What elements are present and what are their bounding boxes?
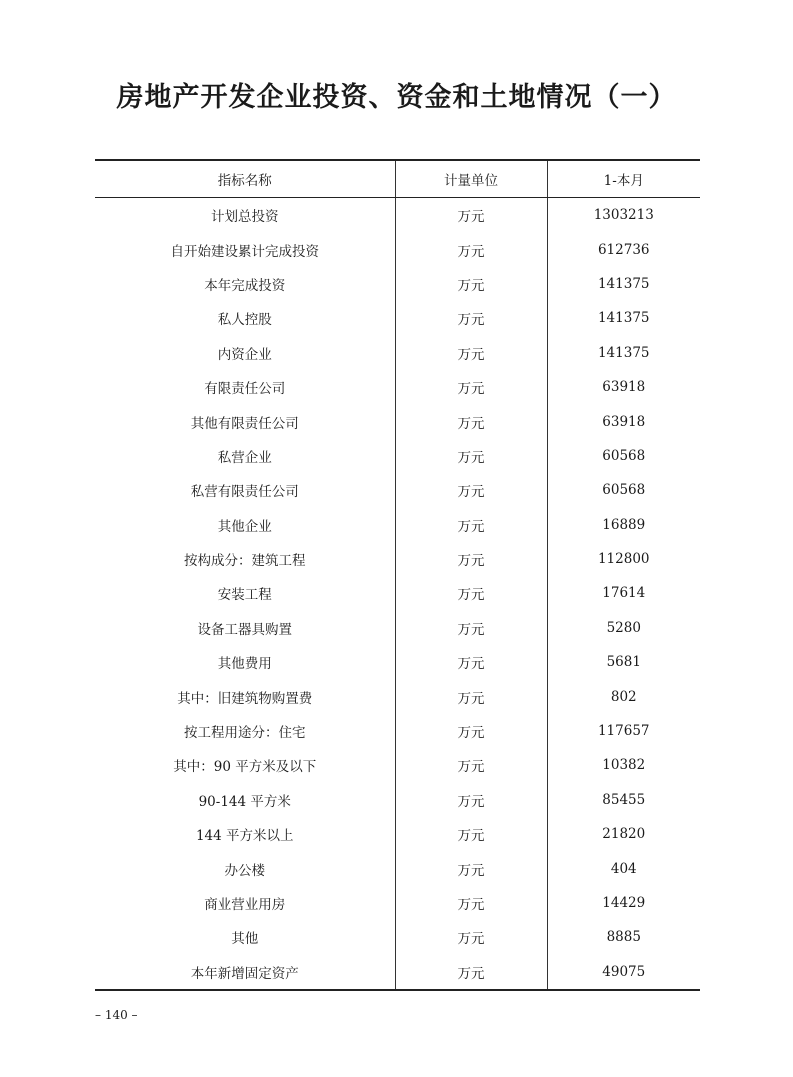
value-cell: 141375 [547, 301, 700, 335]
unit-cell: 万元 [395, 851, 547, 885]
table-row [95, 611, 700, 645]
indicator-name-cell: 计划总投资 [211, 209, 279, 226]
unit-cell: 万元 [395, 301, 547, 335]
value-cell: 60568 [547, 439, 700, 473]
unit-cell: 万元 [395, 748, 547, 782]
value-cell: 60568 [547, 473, 700, 507]
indicator-name-cell: 按构成分：建筑工程 [184, 553, 306, 570]
unit-cell: 万元 [395, 817, 547, 851]
indicator-name-cell: 私人控股 [217, 312, 272, 329]
table-row [95, 817, 700, 851]
indicator-name-cell: 安装工程 [217, 587, 272, 604]
unit-cell: 万元 [395, 404, 547, 438]
unit-cell: 万元 [395, 336, 547, 370]
table-row [95, 576, 700, 610]
unit-cell: 万元 [395, 232, 547, 266]
table-header-row [95, 160, 700, 198]
table-row [95, 886, 700, 920]
table-row [95, 439, 700, 473]
value-cell: 21820 [547, 817, 700, 851]
unit-cell: 万元 [395, 198, 547, 233]
value-cell: 63918 [547, 404, 700, 438]
indicator-name-cell: 内资企业 [217, 346, 272, 363]
value-cell: 404 [547, 851, 700, 885]
indicator-name-cell: 设备工器具购置 [197, 621, 292, 638]
table-row [95, 404, 700, 438]
value-cell: 1303213 [547, 198, 700, 233]
unit-cell: 万元 [395, 508, 547, 542]
table-row [95, 336, 700, 370]
indicator-name-cell: 其他有限责任公司 [190, 415, 299, 432]
unit-cell: 万元 [395, 370, 547, 404]
table-row [95, 679, 700, 713]
value-cell: 5681 [547, 645, 700, 679]
indicator-name-cell: 90-144 平方米 [198, 793, 291, 810]
unit-cell: 万元 [395, 920, 547, 954]
value-cell: 63918 [547, 370, 700, 404]
indicator-name-cell: 自开始建设累计完成投资 [170, 243, 319, 260]
indicator-name-cell: 有限责任公司 [204, 381, 286, 398]
column-header-period-value: 1-本月 [547, 160, 700, 198]
table-row [95, 267, 700, 301]
column-header-unit: 计量单位 [395, 160, 547, 198]
value-cell: 141375 [547, 336, 700, 370]
column-header-indicator-name: 指标名称 [95, 160, 395, 198]
table-row [95, 851, 700, 885]
table-row [95, 370, 700, 404]
table-row [95, 714, 700, 748]
unit-cell: 万元 [395, 645, 547, 679]
unit-cell: 万元 [395, 542, 547, 576]
indicator-name-cell: 本年新增固定资产 [190, 965, 299, 982]
value-cell: 17614 [547, 576, 700, 610]
table-row [95, 783, 700, 817]
value-cell: 117657 [547, 714, 700, 748]
table-body [95, 198, 700, 990]
indicator-name-cell: 私营有限责任公司 [190, 484, 299, 501]
value-cell: 8885 [547, 920, 700, 954]
table-row [95, 920, 700, 954]
indicator-name-cell: 按工程用途分：住宅 [184, 725, 306, 742]
value-cell: 112800 [547, 542, 700, 576]
value-cell: 10382 [547, 748, 700, 782]
value-cell: 14429 [547, 886, 700, 920]
unit-cell: 万元 [395, 611, 547, 645]
unit-cell: 万元 [395, 473, 547, 507]
table-row [95, 473, 700, 507]
unit-cell: 万元 [395, 955, 547, 990]
indicator-name-cell: 其他费用 [217, 656, 272, 673]
value-cell: 85455 [547, 783, 700, 817]
table-row [95, 508, 700, 542]
value-cell: 141375 [547, 267, 700, 301]
indicator-name-cell: 其中：旧建筑物购置费 [177, 690, 313, 707]
value-cell: 802 [547, 679, 700, 713]
indicator-name-cell: 其中：90 平方米及以下 [173, 759, 317, 776]
indicator-name-cell: 本年完成投资 [204, 277, 286, 294]
unit-cell: 万元 [395, 714, 547, 748]
unit-cell: 万元 [395, 576, 547, 610]
indicator-name-cell: 商业营业用房 [204, 897, 286, 913]
value-cell: 5280 [547, 611, 700, 645]
table-row [95, 542, 700, 576]
indicator-name-cell: 其他 [231, 931, 259, 948]
page-title: 房地产开发企业投资、资金和土地情况（一） [116, 82, 677, 113]
value-cell: 49075 [547, 955, 700, 990]
indicator-name-cell: 144 平方米以上 [195, 828, 294, 845]
unit-cell: 万元 [395, 439, 547, 473]
page-number: – 140 – [95, 1008, 138, 1022]
table-row [95, 301, 700, 335]
indicator-name-cell: 其他企业 [217, 518, 272, 535]
table-row [95, 955, 700, 990]
unit-cell: 万元 [395, 886, 547, 920]
table-row [95, 198, 700, 233]
table-row [95, 748, 700, 782]
indicator-name-cell: 办公楼 [224, 862, 265, 879]
unit-cell: 万元 [395, 679, 547, 713]
unit-cell: 万元 [395, 783, 547, 817]
indicator-name-cell: 私营企业 [217, 449, 272, 466]
statistics-table [95, 159, 700, 991]
table-row [95, 232, 700, 266]
unit-cell: 万元 [395, 267, 547, 301]
value-cell: 612736 [547, 232, 700, 266]
value-cell: 16889 [547, 508, 700, 542]
table-row [95, 645, 700, 679]
